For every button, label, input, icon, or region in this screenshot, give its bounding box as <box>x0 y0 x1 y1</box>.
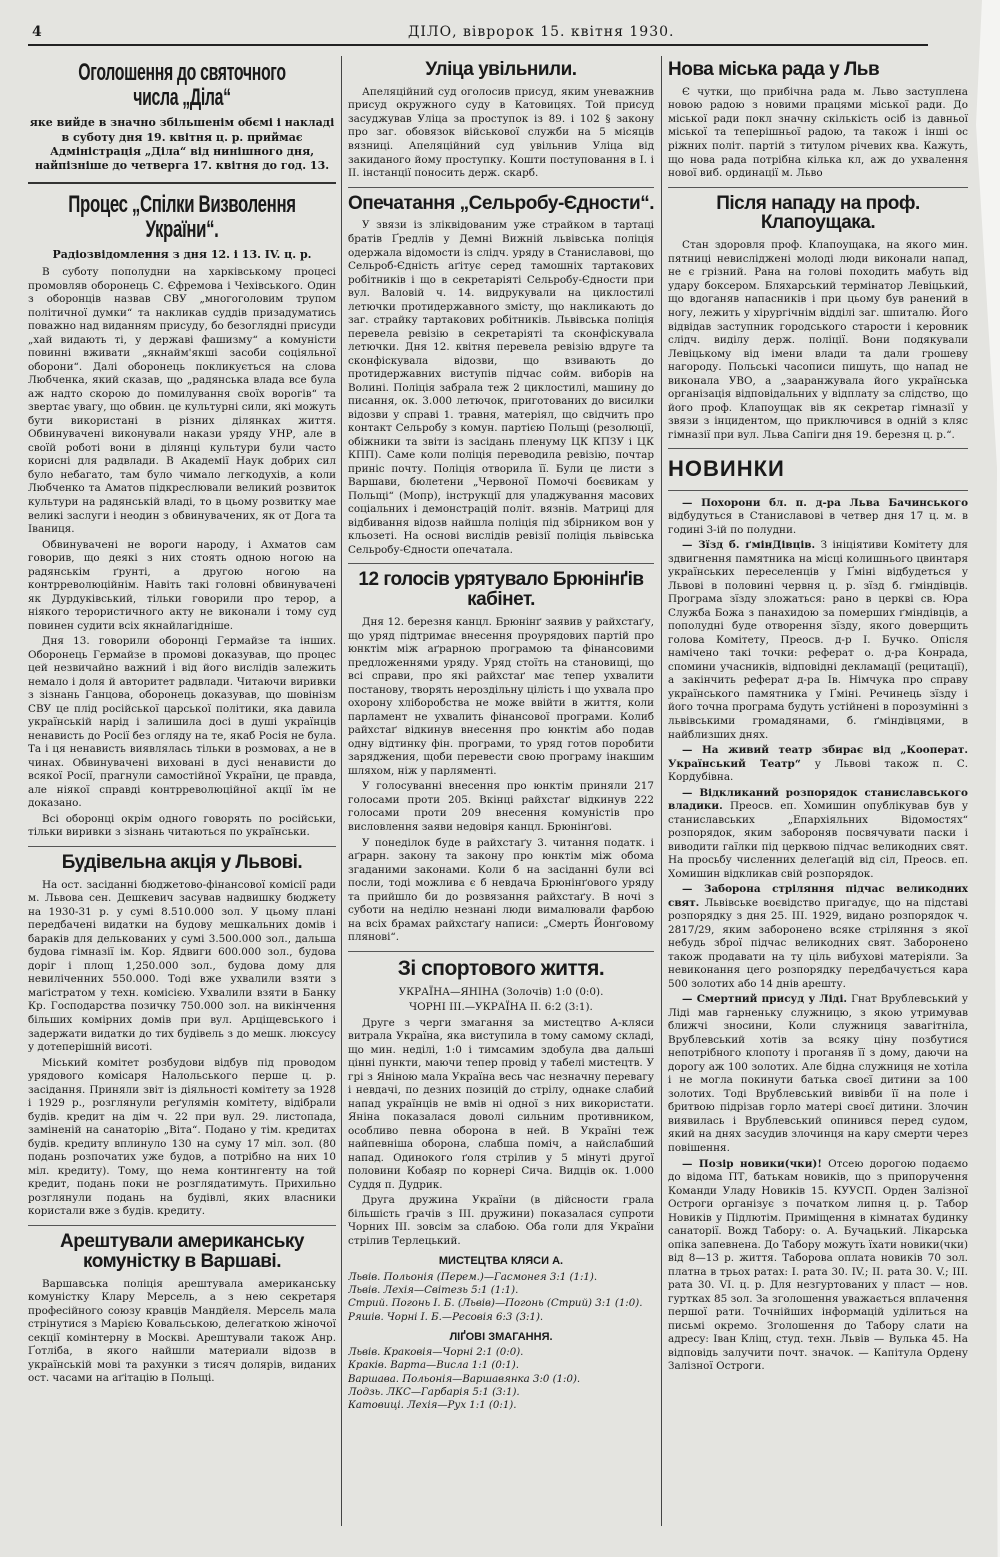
page-number: 4 <box>32 24 43 40</box>
news-item-text: у Львові також п. С. Кордубівна. <box>668 757 968 784</box>
building-paragraph: Міський комітет розбудови відбув під проводом урядового комісаря Налольського перше ц. р. засідання. Приняли звіт із діяльності комітету за 1928 і 1929 р., розглянули реґулямін комітету, відібрали будів. кредит на дім ч. 22 при вул. 29. листопада, заміненій на санаторію „Віта“. Подано у тім. кредитах будів. кредиту вплинуло 130 на суму 17 міл. зол. (80 подань розпочатих уже будов, а потрібно на них 10 міл. кредиту). Тому, що нема контингенту на той кредит, подань поки не розглядатимуть. Прихильно розглянули подань на будівлі, яких власники користали вже з будів. кредиту. <box>28 1056 336 1218</box>
bruning-paragraph: У понеділок буде в райхстаґу 3. читання податк. і аґрарн. закону та закону про юнктім між обома згаданими законами. Коли б на засіданні були всі посли, тоді можлива є б невдача Брюнінґового уряду та прийшло би до розвязання райхстаґу. В ночі з суботи на неділю незнані люди вималювали фарбою на всіх брамах райхстаґу написи: „Смерть Йонґовому пляновi“. <box>348 836 654 944</box>
league-a-title: МИСТЕЦТВА КЛЯСИ А. <box>438 1255 564 1268</box>
news-item-text: Львівське воєвідство пригадує, що на підставі розпорядку з дня 25. III. 1929, видано розпорядок ч. 2817/29, яким заборонено всяке стріляння з якої небудь зброї підчас великодних свят. Заборонено також продавати на ту ціль вибухові матеріяли. За невиконання цего розпорядку передбачується кара 500 золотих або 14 днів арешту. <box>668 896 968 990</box>
league-title: ЛІҐОВІ ЗМАГАННЯ. <box>449 1330 553 1343</box>
news-item-head: — Відкликаний розпорядок станиславського владики. <box>668 786 968 813</box>
result-line: Львів. Лехія—Світезь 5:1 (1:1). <box>348 1285 519 1297</box>
trial-title: Процес „Спілки Визволення України“. <box>68 190 296 243</box>
sport-match: ЧОРНІ ІІІ.—УКРАЇНА ІІ. 6:2 (3:1). <box>409 1001 593 1014</box>
ulica-text: Апеляційний суд оголосив присуд, яким уневажнив присуд окружного суду в Катовицях. Той присуд засуджував Уліца за проступок із 89. і 102 § закону про заг. обовязок військової служби на 5 місяців вязниці. Апеляційний суд увільнив Уліца від закиданого йому проступку. Кошти поступовання в І. і ІІ. інстанції поносить держ. скарб. <box>348 85 654 180</box>
section-rule <box>348 951 654 952</box>
news-item-head: — На живий театр збирає від „Кооперат. Український Театр“ <box>668 744 968 770</box>
section-rule <box>668 490 968 491</box>
building-paragraph: На ост. засіданні бюджетово-фінансової комісії ради м. Львова сен. Дешкевич засував надвишку бюджету на 1930-31 р. у сумі 8.510.000 зол. У цьому плані передбачені видатки на будову мешкальних домів і бараків для делькованих у сумі 3.500.000 зол., дальша будова гімназії ім. Кор. Ядвиги 600.000 зол., будова доріг і площ 1,250.000 зол., будова дому для невиліченних 550.000. Тоді вже ухвалили взяти з маґістратом у техн. комісією. Ухвалили взяти в Банку Кр. Господарства позичку 750.000 зол. на викінчення більших комірних домів при вул. Арціщевського і задержати видатки до тих будівель з до мешк. люксусу у дотеперішній висоті. <box>28 878 336 1054</box>
news-item-text: Гнат Врублевський у Ліді мав гарненьку служницю, з якою утримував ближчі зносини, Коли служниця завагітніла, Врублевський хотів за всяку ціну позбутися непотрібного клопоту і проганяв її з дому, даючи на дорогу аж 100 золотих. Але бідна служниця не хотіла і не могла покинути батька своєї дитини за 100 золотих. Тоді Врублевський вивівби її на поле і бритвою підрізав горло матері своєї дитини. Злочин виявилась і Врублевський опинився перед судом, який на днях засудив злочинця на кару смерти через повішення. <box>668 993 968 1154</box>
news-item <box>668 539 968 742</box>
news-item-text: Преосв. еп. Хомишин опублікував був у станиславських „Епархіяльних Відомостях“ розпорядок, яким забороняв посвячувати паски і виводити гаїлки під церквою підчас великодних свят. На просьбу численних делеґацій від сіл, Преосв. еп. Хомишин відкликав свій розпорядок. <box>668 800 968 880</box>
column-1 <box>28 56 336 1536</box>
trial-paragraph: В суботу пополудни на харківському процесі промовляв оборонець С. Єфремова і Чехівського. Один з оборонців назвав СВУ „многоголовим трупом політичної думки“ та накликав суддів призадуматись поважно над виданням присуду, бо безоглядні присуди „хай видають ті, у державі фашизму“ а комуністи повинні вживати „якнайм'якші засоби соціяльної оборони“. Далі оборонець покликується на слова Любченка, який сказав, що „радянська влада все була аж надто скорою до помилування своїх ворогів“ та звертає увагу, що обвин. це культурні сили, які можуть бути використані в різних ділянках життя. Обвинувачені виконували накази уряду УНР, але в своїй роботі вони в ділянці культури були часто корисні для радвлади. В Академії Наук добрих сил було небагато, там було чимало легкодухів, а коли Любченко та Аматов підкреслювали великий розвиток культури на радянській владі, то в цьому розвитку мае великі заслуги і неодин з обвинувачених, як от Дога та Іваниця. <box>28 266 336 536</box>
assault-text: Стан здоровля проф. Клапоущака, на якого мин. пятниці невислідженi молоді люди виконали напад, не є грізний. Рана на голові походить мабуть від удару боксером. Бляхарський термінатор Левіцький, що вдоганяв напасників і при цьому був ранений в ногу, лежить у хірургічнім відділі заг. шпиталю. Його відвідав заступник городського старости і керовник слідч. виділу держ. поліції. Вони подякували Левіцькому від імени влади та дали грошеву нагороду. Польські часописи пишуть, що напад не виконала УВО, а „заарaнжувала його українська організація відповідальних у відплату за слідство, що його проф. Клапоущак вів як секретар гімназії у звязи з інцидентом, що приключився в одній з кляс гімназії при вул. Льва Сапіги дня 19. березня ц. р.“. <box>668 239 968 441</box>
news-item <box>668 497 968 538</box>
result-line: Лодзь. ЛКС—Гарбарія 5:1 (3:1). <box>348 1386 520 1398</box>
news-item-head: — Позір новики(чки)! <box>682 1157 822 1170</box>
column-3 <box>668 56 968 1536</box>
bruning-paragraph: У голосуванні внесення про юнктім приняли 217 голосами проти 205. Вкінці райхстаґ відкинув 222 голосами проти 209 внесення комуністів про висловлення заяви недовіря канцл. Брюнінґові. <box>348 780 654 833</box>
news-item <box>668 883 968 991</box>
council-text: Є чутки, що прибічна рада м. Льво заступлена новою радою з новими працями міської ради. До міської ради покл значну скількість осіб із давньої міської та теперішньої радою, та також і інші ос ріжних політ. партій з титулом річевих ква. Кажуть, що нова рада потрібна кілька кл, аж до ухвалення нової виб. ординації м. Льво <box>668 85 968 180</box>
page-header <box>28 22 928 46</box>
result-line: Стрий. Погонь І. Б. (Львів)—Погонь (Стрий) 3:1 (1:0). <box>348 1298 643 1310</box>
section-rule <box>668 448 968 449</box>
trial-paragraph: Всі оборонці окрім одного говорять по російськи, тільки виривки з зізнань читаються по українськи. <box>28 812 336 839</box>
section-rule <box>28 182 336 184</box>
news-item-text: відбудуться в Станиславові в четвер дня 17 ц. м. в годині 3-ій по полудни. <box>668 510 968 536</box>
arrest-text: Варшавська поліція арештувала американську комуністку Клару Мерсель, а з нею секретаря професійного союзу кравців Мандйеля. Мерсель мала стрінутися з Марією Ковальською, делегаткою жіночої секції комінтерну в Москві. Арештували також Анр. Ґотліба, в якого найшли материали відозв в українській мові та рахунки з тисяч долярів, виданих ост. часами на аґітацію в Польщі. <box>28 1277 336 1385</box>
news-item <box>668 744 968 785</box>
arrest-title: Арештували американську комуністку в Варшаві. <box>60 1230 304 1272</box>
building-title: Будівельна акція у Львові. <box>61 851 303 873</box>
result-line: Ряшів. Чорні І. Б.—Ресовія 6:3 (3:1). <box>348 1311 544 1323</box>
ad-title: Оголошення до святочного числа „Діла“ <box>78 59 286 112</box>
trial-paragraph: Обвинувачені не вороги народу, і Ахматов сам говорив, що деякі з них стоять одною ногою на радянськім ґрунті, а другою ногою на контрреволюційнім. Навіть такі головні обвинувачені як Дурдуківський, тільки говорили про терор, а ніякого терористичного акту не виконали і тому суд повинен судити всіх якнайлагідніше. <box>28 538 336 632</box>
section-rule <box>348 563 654 564</box>
news-item-text: З ініціятиви Комітету для здвигнення памятника на місці колишнього цвинтаря українських переселенців у Ґміні відбудеться у Львові в половині червня ц. р. зїзд б. ґміндівців. Програма зїзду зложаться: рано в церкві св. Юра Служба Божа з панахидою за померших ґміндівців, а пополудні буде отворення зїзду, якого доверщить голова Комітету, Преосв. д-р І. Бучко. Опісля наміченo такі точки: реферат о. д-ра Конрада, спомини учасників, відповідні декламації (рецитації), а закінчить реферат д-ра Ів. Німчука про справу українського памятника у Ґміні. Речинець зїзду і його точна програма будуть устійнені в порозумінні з львівськими громадянами, б. ґміндівцями, в найблизших днях. <box>668 539 968 741</box>
sport-match: УКРАЇНА—ЯНІНА (Золочів) 1:0 (0:0). <box>398 985 604 998</box>
masthead: ДІЛО, вівророк 15. квітня 1930. <box>408 24 675 40</box>
ad-text: яке вийде в значно збільшенім обємі і накладі в суботу дня 19. квітня ц. р. приймає Адміністрація „Діла“ від нинішного дня, найпізніше до четверга 17. квітня до год. 13. <box>29 116 335 173</box>
sport-paragraph: Друга дружина України (в дійсности грала більшість ґрачів з ІІІ. дружини) показалася супроти Чорних ІІІ. зовсім за слабою. Оба голи для України стрілив Терлецький. <box>348 1194 654 1247</box>
bruning-paragraph: Дня 12. березня канцл. Брюнінґ заявив у райхстаґу, що уряд підтримає внесення проурядових партій про юнктім між аґрарною програмою та фінансовими предложеннями уряду. Уряд стоїть на становищі, що всі справи, про які райхстаґ має тепер ухвалити постанову, творять нероздільну цілість і що ухвала про охорону хліборобства не може ввійти в життя, коли парламент не ухвалить фінансової програми. Колиб райхстаґ відкинув внесення про юнктім або подав одну відтинку фін. програми, то уряд готов поробити заряджения, щоби перевести свою програму інакшим шляхом, ніж у парляменті. <box>348 616 654 777</box>
trial-lead: Радіозвідомлення з дня 12. і 13. IV. ц. р. <box>52 247 312 261</box>
assault-title: Після нападу на проф. Клапоущака. <box>716 192 920 234</box>
sealing-text: У звязи із зліквідованим уже страйком в тартаці братів Ґредлів у Демні Вижній львівська поліція одержала відомости із слідч. уряду в Станиславові, що Сельроб-Єдність аґітує серед тамошніх тартакових робітників і що в секретаріяті Сельробу-Єдности при вул. Валовій ч. 14. видрукували на циклостилі летючки протидержавного змісту, що накликають до заг. страйку тартакових робітників. Львівська поліція перевела ревізію в секретаріяті та сконфіскувала летючки. Дня 12. квітня перевела ревізію вдруге та сконфіскувала відозви, що взивають до протидержавних виступів підчас сойм. виборів на Волині. Поліція забрала теж 2 циклостилі, машину до писання, ок. 3.000 летючок, приготованих до висилки відозви у справі 1. травня, матеріял, що свідчить про контакт Сельробу з комун. партією Польщі (резолюції, обіжники та звіти із засідань пленуму ЦК КПЗУ і ЦК КПП). Саме коли поліція переводила ревізію, почтар приніс почту. Поліція отворила її. Були це листи з Варшави, бюлетени „Червоної Помочі боєвикам у Польщі“ (Мопр), інструкції для уладжування масових соціальних і демонстрацій політ. вязнів. Матриці для відбивання відозв найшла поліція під збірником вон у кльозеті. На основі вислідів ревізії поліція львівська Сельробу-Єдности опечатала. <box>348 219 654 556</box>
news-item-head: — Смертний присуд у Ліді. <box>682 993 848 1006</box>
news-item <box>668 787 968 882</box>
result-line: Варшава. Польонія—Варшавянка 3:0 (1:0). <box>348 1373 581 1385</box>
bruning-title: 12 голосів урятувало Брюнінґів кабінет. <box>358 569 644 611</box>
sport-paragraph: Друге з черги змагання за мистецтво А-кляси витрала Україна, яка виступила в тому самому складі, що мин. неділі, 1:0 і тимсамим здобула два дальші цінні пункти, маючи тепер провід у табелі мистецтв. У грі з Яніною мала Україна весь час незначну перевагу і невдачі, по дезних позицій до стрілу, однакe слабий напад українців не вмів ні одної з них використати. Яніна показалася доволі сильним противником, особливо певна оборона в ней. В Україні теж найпевніша оборона, слабша поміч, а найслабший напад. Одинокого ґоля стрілив у 5 мінуті другої половини Кобаяр по корнері Сича. Видців ок. 1.000 Суддя п. Дудрик. <box>348 1016 654 1191</box>
column-divider <box>341 56 342 1526</box>
sealing-title: Опечатання „Сельробу-Єдности“. <box>348 192 654 214</box>
column-2 <box>348 56 654 1536</box>
trial-paragraph: Дня 13. говорили оборонці Гермайзе та інших. Оборонець Гермайзе в промові доказував, що процес цей незвичайно важний і від його вислідів залежить немало і доля й авторитет радвлади. Читаючи виривки з зізнань Ганцова, оборонець доказував, що шовінізм СВУ це плід російської царської політики, яка давила українській нарід і залишила досі в душі українців ненависть до Росії без огляду на те, якаб Росія не була. Та і ця ненависть виявлялась тільки в розмовах, а не в чинах. Обвинувачені виховані в дусі ненависти до всякої Росії, прагнули самостійної України, це правда, але ніякої справді контрреволюційної акції їм не доказано. <box>28 635 336 810</box>
column-divider <box>661 56 662 1526</box>
news-item-head: — Зїзд б. ґмінДівців. <box>682 539 816 552</box>
result-line: Краків. Варта—Висла 1:1 (0:1). <box>348 1360 519 1372</box>
ulica-title: Уліца увільнили. <box>425 59 577 80</box>
council-title: Нова міська рада у Льв <box>668 59 880 80</box>
result-line: Львів. Польонія (Перем.)—Гасмонея 3:1 (1:1). <box>348 1271 598 1283</box>
news-item-head: — Заборона стріляння підчас великодних свят. <box>668 883 968 909</box>
section-rule <box>28 1225 336 1226</box>
result-line: Катовиці. Лехія—Рух 1:1 (0:1). <box>348 1400 517 1412</box>
section-rule <box>28 846 336 847</box>
section-rule <box>348 187 654 188</box>
sport-title: Зі спортового життя. <box>397 956 605 980</box>
news-item <box>668 993 968 1155</box>
news-heading: НОВИНКИ <box>668 456 785 482</box>
news-item-text: Отсею дорогою подаємо до відома ПТ, батькам новиків, що з припоручення Команди Уладу Новиків 15. КУУСП. Орден Залізної Остроги організує з початком липня ц. р. Табор Новиків у Підлютім. Приміщення в кімнатах будинку санаторії. Вожд Табору: о. А. Бучацький. Лікарська опіка запевнена. До Табору можуть їхати новики(чки) від 8—13 р. життя. Таборова оплата новиків 70 зол. платна в трьох ратах: І. рата 30. IV.; ІІ. рата 30. V.; ІІІ. рата 30. VI. ц. р. Для незгуртованих у пласт — нов. гуртках 85 зол. За зголошення уважається вплачення першої рати. Точнійших інформацій уділиться на письмі окремо. Зголошення до Табору слати на адресу: Іван Кліщ, студ. техн. Львів — Вулька 45. На відповідь залучити почт. значок. — Капітула Ордену Залізної Остроги. <box>668 1157 968 1373</box>
news-item-head: — Похорони бл. п. д-ра Льва Бачинського <box>682 496 968 509</box>
section-rule <box>668 187 968 188</box>
result-line: Львів. Краковія—Чорні 2:1 (0:0). <box>348 1347 524 1359</box>
news-item <box>668 1158 968 1374</box>
